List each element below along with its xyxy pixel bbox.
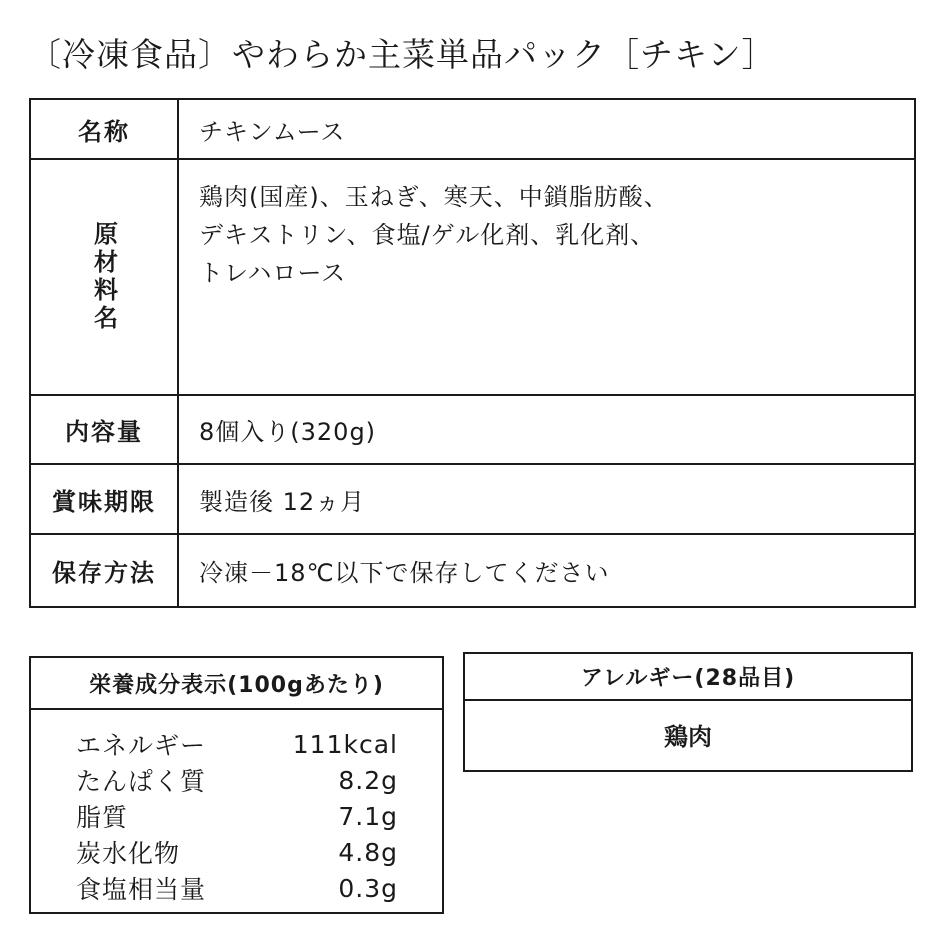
nutrition-row (31, 870, 442, 906)
nutrition-row (31, 834, 442, 870)
ingredients-value (179, 160, 914, 394)
storage-value: 冷凍－18℃以下で保存してください (199, 559, 610, 587)
nutrition-item-name: たんぱく質 (76, 767, 207, 796)
ingredients-line: 鶏肉(国産)、玉ねぎ、寒天、中鎖脂肪酸、 (199, 183, 669, 211)
expiry-value: 製造後 12ヵ月 (199, 487, 366, 516)
storage-label: 保存方法 (31, 535, 179, 606)
ingredients-label: 原材料名 (31, 160, 179, 394)
nutrition-box (29, 656, 444, 914)
spec-row-storage (31, 535, 914, 606)
spec-row-expiry (31, 465, 914, 535)
allergy-value: 鶏肉 (664, 723, 712, 751)
nutrition-item-value: 0.3g (338, 873, 398, 903)
allergy-box (463, 652, 913, 772)
nutrition-item-value: 8.2g (338, 765, 398, 795)
name-label: 名称 (31, 100, 179, 158)
spec-row-ingredients (31, 160, 914, 396)
nutrition-item-value: 4.8g (338, 837, 398, 867)
nutrition-item-value: 111kcal (292, 729, 398, 759)
ingredients-line: デキストリン、食塩/ゲル化剤、乳化剤、 (199, 221, 656, 249)
nutrition-item-name: 脂質 (76, 803, 129, 832)
content-value: 8個入り(320g) (199, 418, 377, 446)
nutrition-list (31, 710, 442, 906)
name-value: チキンムース (199, 117, 346, 146)
nutrition-item-name: 炭水化物 (76, 839, 181, 868)
nutrition-row (31, 762, 442, 798)
nutrition-item-value: 7.1g (338, 801, 398, 831)
nutrition-item-name: エネルギー (76, 731, 207, 760)
allergy-heading: アレルギー(28品目) (465, 654, 911, 701)
nutrition-heading: 栄養成分表示(100gあたり) (31, 658, 442, 710)
spec-row-name (31, 100, 914, 160)
product-title: 〔冷凍食品〕やわらか主菜単品パック［チキン］ (28, 35, 776, 74)
nutrition-item-name: 食塩相当量 (76, 875, 207, 904)
nutrition-row (31, 726, 442, 762)
expiry-label: 賞味期限 (31, 465, 179, 533)
spec-row-content (31, 396, 914, 465)
content-label: 内容量 (31, 396, 179, 463)
spec-table (29, 98, 916, 608)
ingredients-line: トレハロース (199, 259, 347, 287)
nutrition-row (31, 798, 442, 834)
